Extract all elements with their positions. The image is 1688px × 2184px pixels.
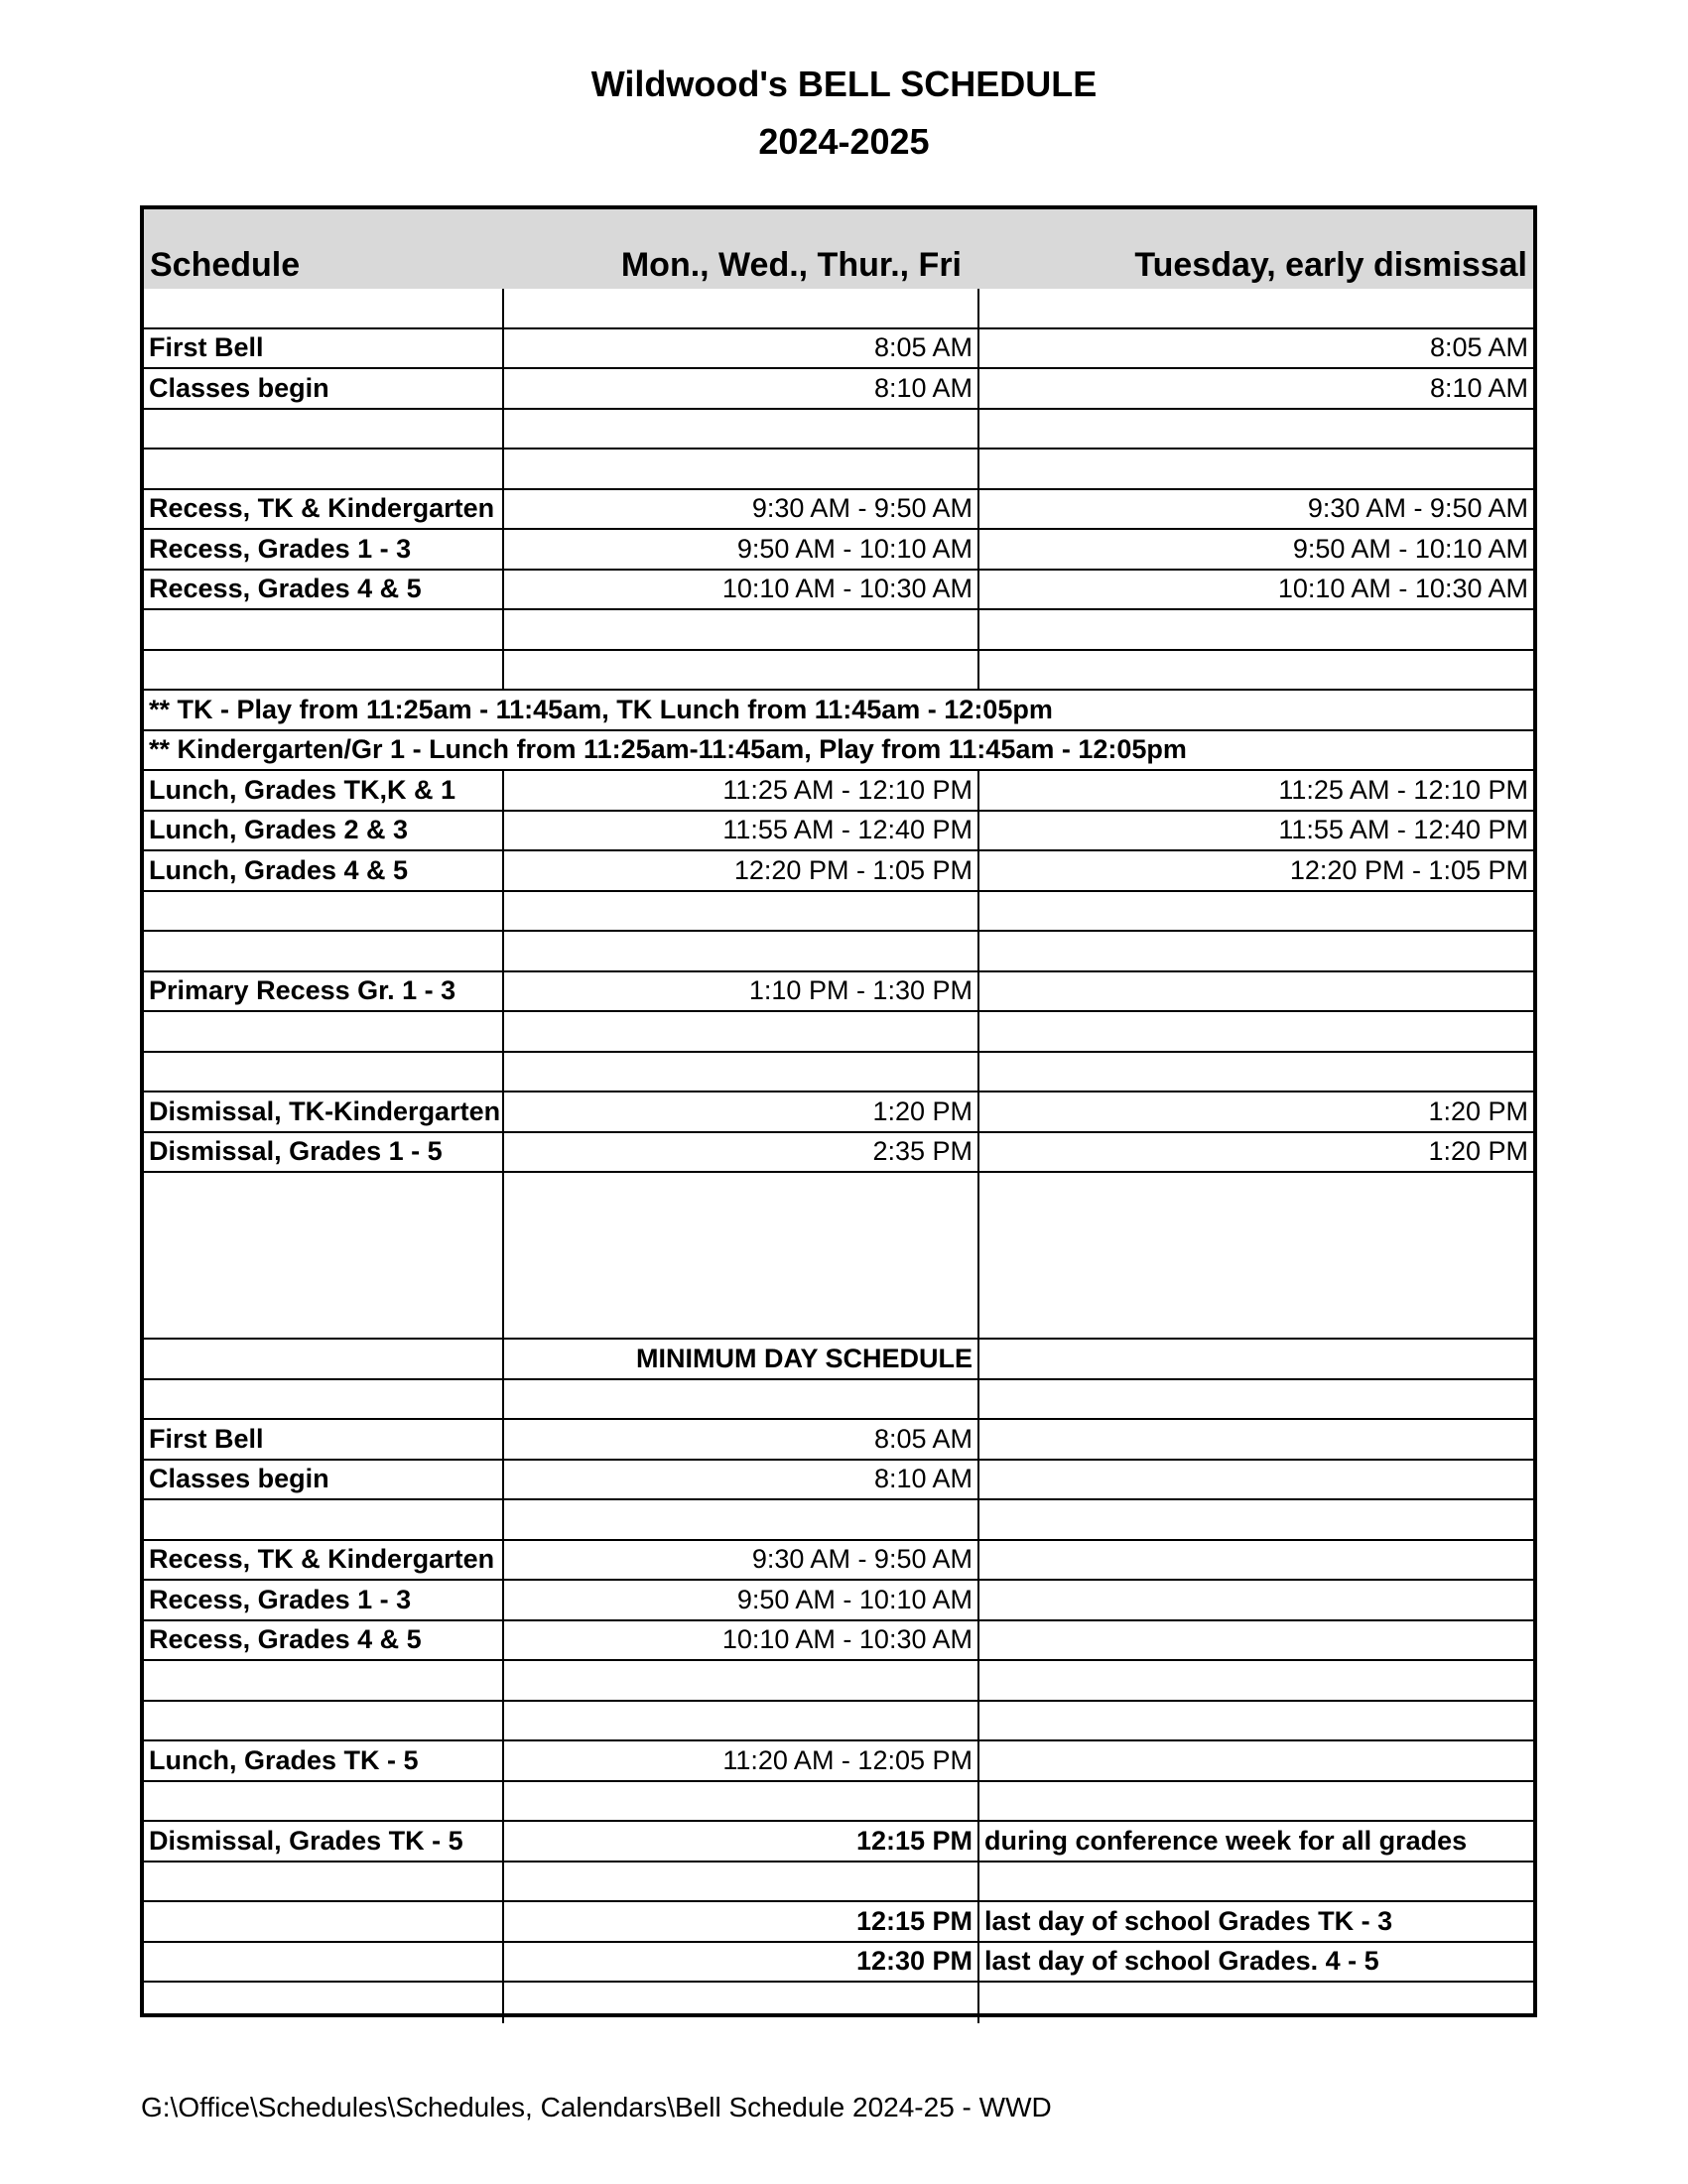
table-row: [144, 1822, 1533, 1863]
header-mon-wed-thu-fri: Mon., Wed., Thur., Fri: [620, 246, 962, 284]
regular-day-time-cell: 9:30 AM - 9:50 AM: [504, 490, 979, 529]
table-row: [144, 651, 1533, 692]
regular-day-time-cell: 12:30 PM: [504, 1943, 979, 1982]
regular-day-time-cell: [504, 1053, 979, 1092]
table-row: [144, 1782, 1533, 1823]
table-row: [144, 851, 1533, 892]
table-row: [144, 1702, 1533, 1742]
table-row: [144, 289, 1533, 329]
document-subtitle: 2024-2025: [758, 121, 930, 162]
schedule-label-cell: [144, 1902, 504, 1941]
tuesday-time-cell: 9:30 AM - 9:50 AM: [1307, 493, 1528, 524]
table-row: [144, 1012, 1533, 1053]
regular-day-time-cell: 1:10 PM - 1:30 PM: [504, 972, 979, 1011]
table-row: [144, 1581, 1533, 1621]
tuesday-time-cell: 11:55 AM - 12:40 PM: [1278, 815, 1528, 845]
regular-day-time-cell: [504, 651, 979, 690]
schedule-label-cell: Lunch, Grades TK,K & 1: [144, 771, 504, 810]
regular-day-time-cell: 9:50 AM - 10:10 AM: [504, 530, 979, 569]
regular-day-time-cell: [504, 892, 979, 931]
schedule-label-cell: Classes begin: [144, 369, 504, 408]
schedule-label-cell: Recess, Grades 4 & 5: [144, 571, 504, 609]
header-tuesday: Tuesday, early dismissal: [1134, 246, 1527, 284]
tuesday-time-cell: [979, 932, 1533, 970]
table-row: [144, 1983, 1533, 2023]
tuesday-time-cell: [979, 1500, 1533, 1539]
schedule-label-cell: [144, 610, 504, 649]
tuesday-time-cell: [979, 651, 1533, 690]
schedule-label-cell: Primary Recess Gr. 1 - 3: [144, 972, 504, 1011]
tuesday-time-cell: 8:05 AM: [1429, 332, 1528, 363]
regular-day-time-cell: [504, 1500, 979, 1539]
table-row: [144, 1133, 1533, 1174]
schedule-label-cell: [144, 1661, 504, 1700]
table-row: [144, 812, 1533, 852]
regular-day-time-cell: [504, 610, 979, 649]
tuesday-time-cell: [979, 1702, 1533, 1740]
regular-day-time-cell: 11:20 AM - 12:05 PM: [504, 1741, 979, 1780]
table-row: [144, 410, 1533, 450]
tuesday-time-cell: [979, 1420, 1533, 1459]
regular-day-time-cell: [504, 1863, 979, 1901]
table-row: [144, 1541, 1533, 1582]
schedule-label-cell: First Bell: [144, 329, 504, 368]
table-row: [144, 610, 1533, 651]
table-row: [144, 1420, 1533, 1461]
regular-day-time-cell: [504, 1702, 979, 1740]
schedule-label-cell: [144, 1863, 504, 1901]
tuesday-time-cell: 11:25 AM - 12:10 PM: [1278, 774, 1528, 805]
regular-day-time-cell: 11:55 AM - 12:40 PM: [504, 812, 979, 850]
table-row: [144, 490, 1533, 531]
schedule-label-cell: [144, 1782, 504, 1821]
regular-day-time-cell: 9:50 AM - 10:10 AM: [504, 1581, 979, 1619]
table-row: [144, 1380, 1533, 1421]
regular-day-time-cell: 10:10 AM - 10:30 AM: [504, 571, 979, 609]
table-row: [144, 1943, 1533, 1984]
schedule-label-cell: Dismissal, Grades TK - 5: [144, 1822, 504, 1861]
schedule-label-cell: Dismissal, Grades 1 - 5: [144, 1133, 504, 1172]
regular-day-time-cell: [504, 1173, 979, 1338]
tuesday-time-cell: 12:20 PM - 1:05 PM: [1289, 854, 1528, 885]
table-row: [144, 1053, 1533, 1093]
regular-day-time-cell: 12:15 PM: [504, 1822, 979, 1861]
tuesday-time-cell: 1:20 PM: [1428, 1095, 1528, 1126]
tuesday-time-cell: 10:10 AM - 10:30 AM: [1277, 574, 1528, 604]
tuesday-time-cell: [979, 1621, 1533, 1660]
schedule-label-cell: Lunch, Grades 4 & 5: [144, 851, 504, 890]
schedule-label-cell: Recess, TK & Kindergarten: [144, 490, 504, 529]
schedule-label-cell: Recess, Grades 1 - 3: [144, 1581, 504, 1619]
regular-day-time-cell: 8:10 AM: [504, 369, 979, 408]
regular-day-time-cell: 11:25 AM - 12:10 PM: [504, 771, 979, 810]
tuesday-time-cell: [979, 1983, 1533, 2023]
schedule-label-cell: Dismissal, TK-Kindergarten: [144, 1092, 504, 1131]
tuesday-time-cell: 9:50 AM - 10:10 AM: [1292, 533, 1528, 564]
table-row: [144, 329, 1533, 370]
regular-day-time-cell: [504, 410, 979, 449]
tuesday-time-cell: [979, 1012, 1533, 1051]
table-row: [144, 1500, 1533, 1541]
regular-day-time-cell: [504, 1782, 979, 1821]
schedule-label-cell: Recess, TK & Kindergarten: [144, 1541, 504, 1580]
table-header: [144, 209, 1533, 289]
table-row: [144, 972, 1533, 1013]
tuesday-time-cell: [979, 1741, 1533, 1780]
regular-day-time-cell: 8:10 AM: [504, 1461, 979, 1499]
schedule-label-cell: [144, 289, 504, 327]
table-row: [144, 571, 1533, 611]
schedule-label-cell: Lunch, Grades TK - 5: [144, 1741, 504, 1780]
schedule-label-cell: [144, 1340, 504, 1378]
table-row: [144, 450, 1533, 490]
table-row: [144, 1340, 1533, 1380]
tuesday-time-cell: [979, 1173, 1533, 1338]
regular-day-time-cell: 1:20 PM: [504, 1092, 979, 1131]
file-path-footer: G:\Office\Schedules\Schedules, Calendars\Bell Schedule 2024-25 - WWD: [141, 2092, 1052, 2122]
schedule-label-cell: [144, 892, 504, 931]
table-row: [144, 1863, 1533, 1903]
table-row: [144, 691, 1533, 731]
note-cell: ** TK - Play from 11:25am - 11:45am, TK Lunch from 11:45am - 12:05pm: [149, 694, 1053, 724]
table-row: [144, 530, 1533, 571]
schedule-label-cell: Lunch, Grades 2 & 3: [144, 812, 504, 850]
tuesday-time-cell: [979, 289, 1533, 327]
table-row: [144, 1661, 1533, 1702]
schedule-label-cell: [144, 1173, 504, 1338]
regular-day-time-cell: [504, 1983, 979, 2023]
tuesday-time-cell: last day of school Grades. 4 - 5: [984, 1946, 1379, 1977]
tuesday-time-cell: 1:20 PM: [1428, 1136, 1528, 1167]
schedule-label-cell: Recess, Grades 4 & 5: [144, 1621, 504, 1660]
bell-schedule-table: [140, 205, 1537, 2017]
table-row: [144, 1741, 1533, 1782]
table-row: [144, 771, 1533, 812]
schedule-label-cell: [144, 1380, 504, 1419]
tuesday-time-cell: [979, 1541, 1533, 1580]
header-schedule: Schedule: [150, 246, 301, 284]
schedule-label-cell: [144, 1053, 504, 1092]
schedule-label-cell: [144, 1012, 504, 1051]
table-row: [144, 1902, 1533, 1943]
table-row: [144, 892, 1533, 933]
regular-day-time-cell: 12:20 PM - 1:05 PM: [504, 851, 979, 890]
tuesday-time-cell: [979, 892, 1533, 931]
regular-day-time-cell: 2:35 PM: [504, 1133, 979, 1172]
tuesday-time-cell: last day of school Grades TK - 3: [984, 1905, 1393, 1936]
table-row: [144, 369, 1533, 410]
table-row: [144, 1461, 1533, 1501]
schedule-label-cell: [144, 651, 504, 690]
regular-day-time-cell: MINIMUM DAY SCHEDULE: [504, 1340, 979, 1378]
regular-day-time-cell: [504, 1012, 979, 1051]
schedule-label-cell: [144, 410, 504, 449]
schedule-label-cell: First Bell: [144, 1420, 504, 1459]
table-row: [144, 932, 1533, 972]
regular-day-time-cell: 12:15 PM: [504, 1902, 979, 1941]
schedule-label-cell: [144, 1500, 504, 1539]
tuesday-time-cell: [979, 1340, 1533, 1378]
schedule-label-cell: [144, 1943, 504, 1982]
table-row: [144, 1621, 1533, 1662]
regular-day-time-cell: [504, 450, 979, 488]
tuesday-time-cell: [979, 610, 1533, 649]
regular-day-time-cell: 8:05 AM: [504, 329, 979, 368]
schedule-label-cell: [144, 1983, 504, 2023]
table-row: [144, 1173, 1533, 1340]
tuesday-time-cell: [979, 1661, 1533, 1700]
schedule-label-cell: [144, 1702, 504, 1740]
table-row: [144, 1092, 1533, 1133]
table-row: [144, 731, 1533, 772]
tuesday-time-cell: [979, 1782, 1533, 1821]
regular-day-time-cell: [504, 289, 979, 327]
tuesday-time-cell: [979, 972, 1533, 1011]
regular-day-time-cell: 8:05 AM: [504, 1420, 979, 1459]
schedule-label-cell: [144, 932, 504, 970]
tuesday-time-cell: [979, 450, 1533, 488]
regular-day-time-cell: 10:10 AM - 10:30 AM: [504, 1621, 979, 1660]
regular-day-time-cell: [504, 932, 979, 970]
regular-day-time-cell: [504, 1380, 979, 1419]
tuesday-time-cell: [979, 1380, 1533, 1419]
regular-day-time-cell: 9:30 AM - 9:50 AM: [504, 1541, 979, 1580]
schedule-label-cell: Classes begin: [144, 1461, 504, 1499]
schedule-label-cell: [144, 450, 504, 488]
tuesday-time-cell: [979, 1053, 1533, 1092]
tuesday-time-cell: [979, 1863, 1533, 1901]
tuesday-time-cell: 8:10 AM: [1429, 372, 1528, 403]
regular-day-time-cell: [504, 1661, 979, 1700]
tuesday-time-cell: during conference week for all grades: [984, 1825, 1468, 1856]
table-body: [144, 289, 1533, 2023]
tuesday-time-cell: [979, 1581, 1533, 1619]
document-title: Wildwood's BELL SCHEDULE: [590, 64, 1098, 104]
schedule-label-cell: Recess, Grades 1 - 3: [144, 530, 504, 569]
tuesday-time-cell: [979, 1461, 1533, 1499]
tuesday-time-cell: [979, 410, 1533, 449]
note-cell: ** Kindergarten/Gr 1 - Lunch from 11:25am-11:45am, Play from 11:45am - 12:05pm: [149, 734, 1187, 765]
